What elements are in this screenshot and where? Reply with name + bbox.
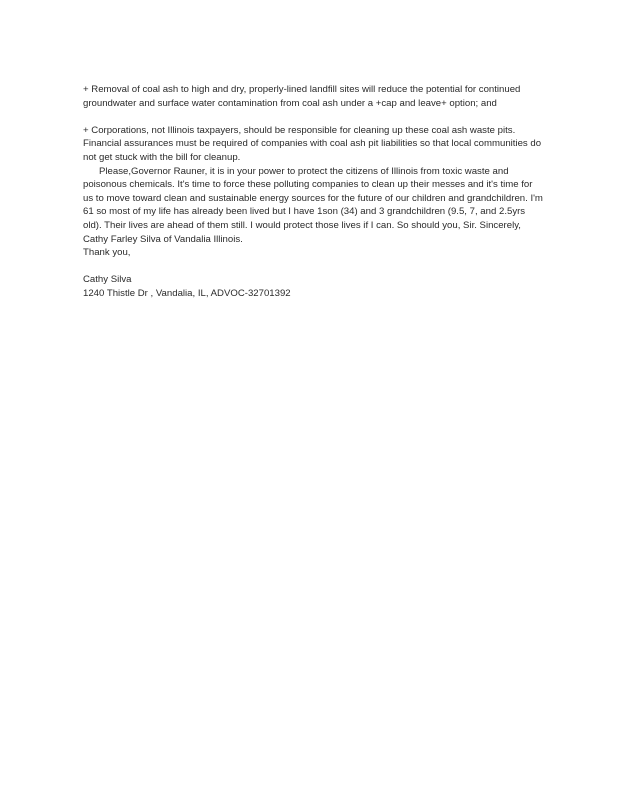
signature-address: 1240 Thistle Dr , Vandalia, IL, ADVOC-32701392 (83, 287, 291, 299)
paragraph-appeal-to-governor: Please,Governor Rauner, it is in your power to protect the citizens of Illinois from toxic waste and poisonous chemicals. It's time to force these polluting companies to clean up their messes and it's time for us to move toward clean and sustainable energy sources for the future of our children and grandchildren. I'm 61 so most of my life has already been lived but I have 1son (34) and 3 grandchildren (9.5, 7, and 2.5yrs old). Their lives are ahead of them still. I would protect those lives if I can. So should you, Sir. Sincerely, Cathy Farley Silva of Vandalia Illinois. (83, 165, 543, 245)
letter-body (83, 83, 543, 301)
paragraph-spacer (83, 110, 543, 124)
paragraph-coal-ash-removal: + Removal of coal ash to high and dry, properly-lined landfill sites will reduce the potential for continued groundwater and surface water contamination from coal ash under a +cap and leave+ option; and (83, 84, 521, 109)
paragraph-corporate-responsibility: + Corporations, not Illinois taxpayers, should be responsible for cleaning up these coal ash waste pits. Financial assurances must be required of companies with coal ash pit liabilities so that local communities do not get stuck with the bill for cleanup. (83, 124, 542, 163)
signature-spacer (83, 260, 543, 274)
closing-line: Thank you, (83, 247, 131, 259)
signature-name: Cathy Silva (83, 274, 132, 286)
